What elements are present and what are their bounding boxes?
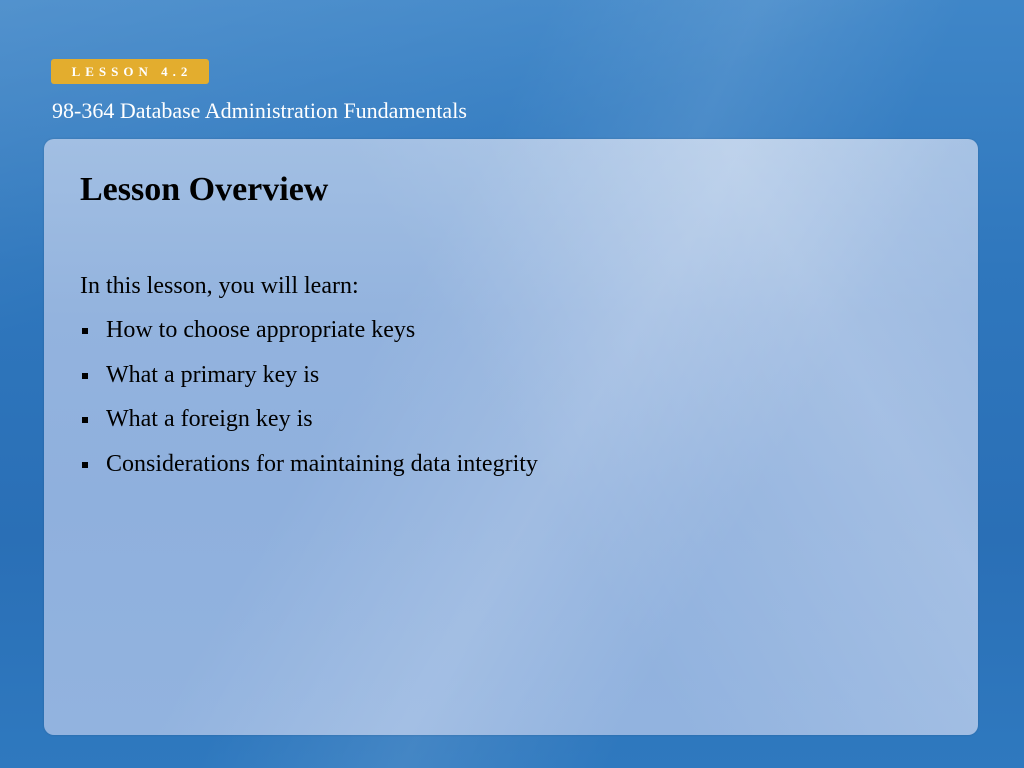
list-item-text: How to choose appropriate keys <box>106 317 416 343</box>
square-bullet-icon <box>82 328 88 334</box>
list-item-text: Considerations for maintaining data integrity <box>106 450 538 477</box>
square-bullet-icon <box>82 417 88 423</box>
page-title: Lesson Overview <box>80 171 329 208</box>
course-title: 98-364 Database Administration Fundamentals <box>52 98 467 123</box>
list-item-text: What a primary key is <box>106 361 320 388</box>
square-bullet-icon <box>82 462 88 468</box>
content-panel <box>44 139 978 735</box>
square-bullet-icon <box>82 373 88 379</box>
intro-text: In this lesson, you will learn: <box>80 273 359 299</box>
list-item-text: What a foreign key is <box>106 406 313 432</box>
lesson-badge: LESSON 4.2 <box>51 59 209 84</box>
